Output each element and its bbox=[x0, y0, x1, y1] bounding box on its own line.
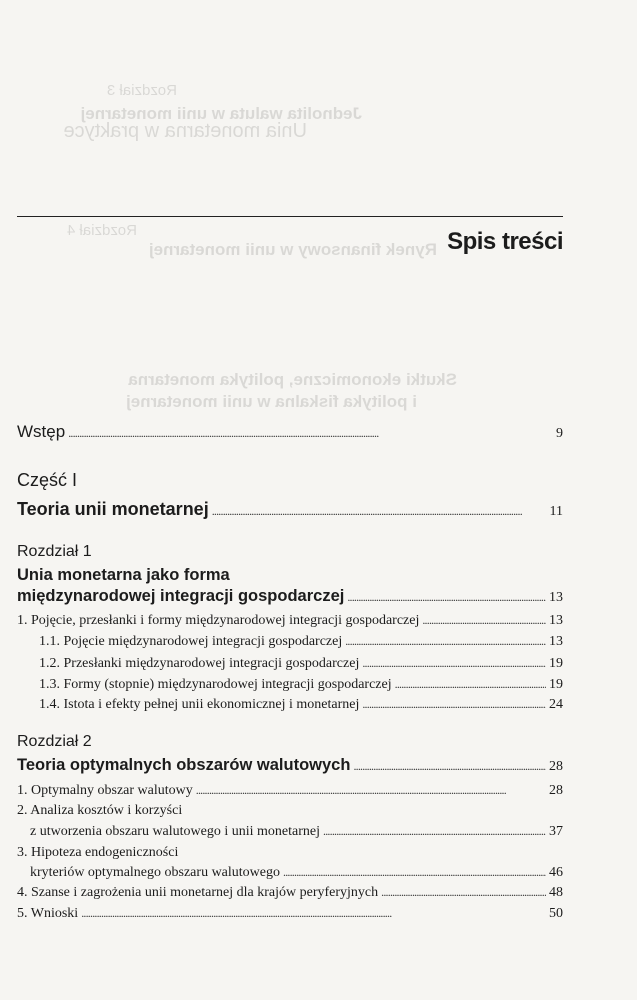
chapter-label: Rozdział 2 bbox=[17, 733, 92, 750]
entry-title: 4. Szanse i zagrożenia unii monetarnej dla krajów peryferyjnych bbox=[17, 885, 379, 900]
part-label: Część I bbox=[17, 470, 78, 490]
chapter-label: Rozdział 1 bbox=[17, 543, 92, 560]
entry-title: 1. Pojęcie, przesłanki i formy międzynarodowej integracji gospodarczej bbox=[17, 613, 420, 628]
ghost-line: Rozdział 3 bbox=[106, 82, 177, 99]
entry-title-cont: z utworzenia obszaru walutowego i unii monetarnej bbox=[30, 824, 321, 839]
page-number: 9 bbox=[556, 426, 563, 441]
entry-title-cont: kryteriów optymalnego obszaru walutowego bbox=[30, 865, 280, 880]
toc-entry-section[interactable] bbox=[17, 783, 563, 799]
dot-leader bbox=[345, 634, 546, 650]
toc-entry-chapter-1[interactable] bbox=[17, 587, 563, 606]
page-number: 13 bbox=[549, 613, 563, 628]
dot-leader bbox=[323, 824, 546, 840]
page-number: 13 bbox=[549, 634, 563, 649]
entry-title: Teoria unii monetarnej bbox=[17, 499, 209, 519]
dot-leader bbox=[347, 588, 546, 606]
dot-leader bbox=[362, 656, 546, 672]
toc-entry-part-1[interactable] bbox=[17, 499, 563, 520]
page-number: 50 bbox=[549, 906, 563, 921]
page-title: Spis treści bbox=[447, 228, 563, 255]
page-number: 46 bbox=[549, 865, 563, 880]
entry-title: Wstęp bbox=[17, 422, 66, 441]
page-number: 13 bbox=[549, 590, 563, 605]
dot-leader bbox=[422, 613, 546, 629]
dot-leader bbox=[381, 885, 546, 901]
chapter-title-line: Unia monetarna jako forma bbox=[17, 566, 230, 584]
dot-leader bbox=[283, 865, 546, 881]
dot-leader bbox=[353, 757, 546, 775]
toc-entry-section-cont[interactable] bbox=[30, 865, 563, 881]
page-number: 19 bbox=[549, 677, 563, 692]
dot-leader bbox=[68, 424, 553, 442]
page-number: 28 bbox=[549, 759, 563, 774]
ghost-line: Jednolita waluta w unii monetarnej bbox=[80, 104, 362, 123]
entry-title: 1.2. Przesłanki międzynarodowej integracji gospodarczej bbox=[39, 656, 360, 671]
toc-entry-wstep[interactable] bbox=[17, 422, 563, 442]
ghost-line: Rozdział 4 bbox=[66, 222, 137, 239]
page-number: 19 bbox=[549, 656, 563, 671]
ghost-line: Skutki ekonomiczne, polityka monetarna bbox=[128, 370, 457, 389]
entry-title: międzynarodowej integracji gospodarczej bbox=[17, 587, 345, 605]
page-number: 28 bbox=[549, 783, 563, 798]
toc-entry-subsection[interactable] bbox=[39, 634, 563, 650]
entry-title: Teoria optymalnych obszarów walutowych bbox=[17, 756, 351, 774]
page-number: 37 bbox=[549, 824, 563, 839]
dot-leader bbox=[196, 783, 546, 799]
dot-leader bbox=[362, 697, 546, 713]
dot-leader bbox=[395, 677, 546, 693]
toc-entry-section[interactable] bbox=[17, 803, 563, 819]
entry-title: 1.3. Formy (stopnie) międzynarodowej integracji gospodarczej bbox=[39, 677, 392, 692]
ghost-line: Unia monetarna w praktyce bbox=[63, 120, 307, 142]
entry-title: 1. Optymalny obszar walutowy bbox=[17, 783, 193, 798]
toc-entry-section[interactable] bbox=[17, 845, 563, 861]
dot-leader bbox=[212, 502, 547, 520]
page-number: 11 bbox=[549, 504, 563, 519]
ghost-line: Rynek finansowy w unii monetarnej bbox=[148, 240, 437, 259]
toc-entry-section[interactable] bbox=[17, 906, 563, 922]
toc-entry-subsection[interactable] bbox=[39, 656, 563, 672]
entry-title: 5. Wnioski bbox=[17, 906, 79, 921]
page-number: 24 bbox=[549, 697, 563, 712]
entry-title: 3. Hipoteza endogeniczności bbox=[17, 845, 179, 860]
toc-entry-section[interactable] bbox=[17, 613, 563, 629]
entry-title: 1.1. Pojęcie międzynarodowej integracji gospodarczej bbox=[39, 634, 343, 649]
toc-entry-chapter-2[interactable] bbox=[17, 756, 563, 775]
toc-entry-section[interactable] bbox=[17, 885, 563, 901]
entry-title: 2. Analiza kosztów i korzyści bbox=[17, 803, 183, 818]
toc-entry-section-cont[interactable] bbox=[30, 824, 563, 840]
page-number: 48 bbox=[549, 885, 563, 900]
dot-leader bbox=[81, 906, 546, 922]
header-rule bbox=[17, 216, 563, 217]
toc-entry-subsection[interactable] bbox=[39, 677, 563, 693]
ghost-line: i polityka fiskalna w unii monetarnej bbox=[126, 392, 417, 411]
entry-title: 1.4. Istota i efekty pełnej unii ekonomicznej i monetarnej bbox=[39, 697, 360, 712]
toc-entry-subsection[interactable] bbox=[39, 697, 563, 713]
